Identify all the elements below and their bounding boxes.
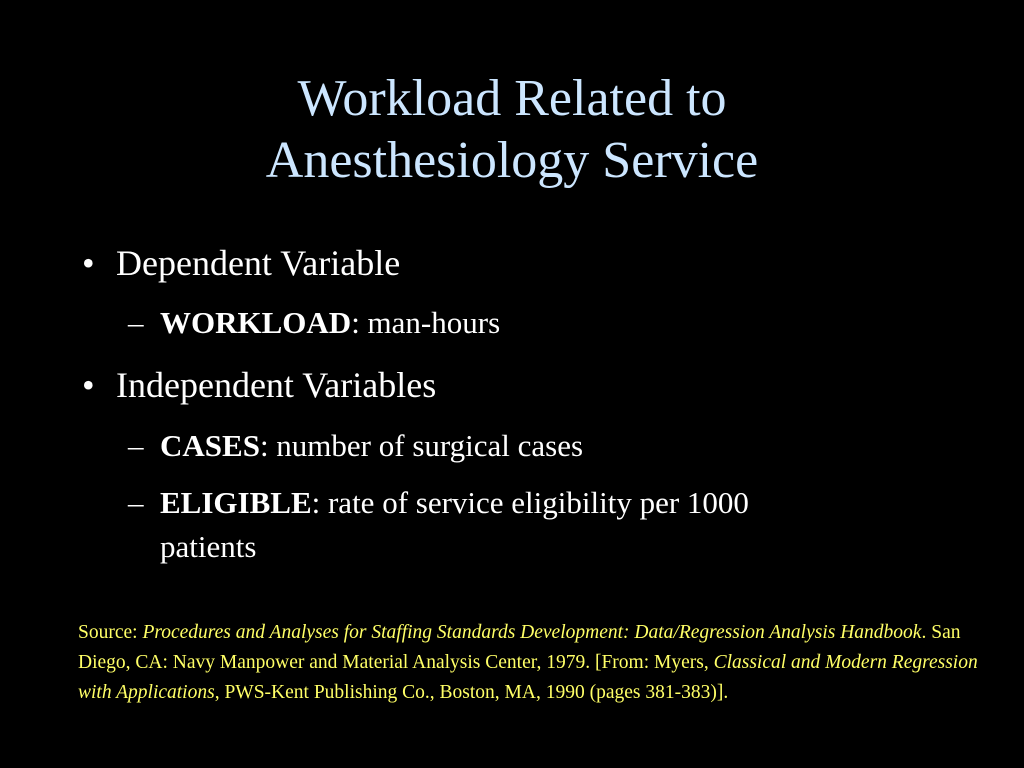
sub-bullet-term: ELIGIBLE [160, 485, 312, 520]
source-publisher: . San Diego, CA: Navy Manpower and Material Analysis Center, 1979. [From: Myers, [78, 622, 961, 673]
sub-bullet-cases [128, 424, 583, 468]
source-prefix: Source: [78, 622, 143, 643]
bullet-dependent-variable [82, 242, 400, 284]
bullet-marker: • [82, 243, 95, 283]
source-citation [78, 618, 988, 708]
bullet-marker: • [82, 365, 95, 405]
sub-bullet-eligible [128, 481, 749, 569]
slide-title-line-1: Workload Related to [297, 70, 727, 127]
sub-bullet-marker: – [128, 428, 144, 463]
sub-bullet-marker: – [128, 485, 144, 520]
bullet-label: Independent Variables [116, 365, 437, 405]
sub-bullet-desc: : man-hours [351, 305, 501, 340]
sub-bullet-desc: : number of surgical cases [259, 428, 584, 463]
sub-bullet-desc-continued: patients [160, 529, 257, 564]
sub-bullet-term: WORKLOAD [160, 305, 352, 340]
bullet-independent-variables [82, 364, 436, 406]
source-publication-details: , PWS-Kent Publishing Co., Boston, MA, 1990 (pages 381-383)]. [214, 682, 729, 703]
sub-bullet-marker: – [128, 305, 144, 340]
slide-title-line-2: Anesthesiology Service [265, 132, 759, 189]
bullet-label: Dependent Variable [116, 243, 401, 283]
sub-bullet-desc: : rate of service eligibility per 1000 [311, 485, 749, 520]
source-book-title: Classical and Modern Regression with Applications [78, 652, 978, 703]
sub-bullet-workload [128, 301, 500, 345]
source-handbook-title: Procedures and Analyses for Staffing Standards Development: Data/Regression Analysis Handbook [142, 622, 922, 643]
sub-bullet-term: CASES [160, 428, 260, 463]
